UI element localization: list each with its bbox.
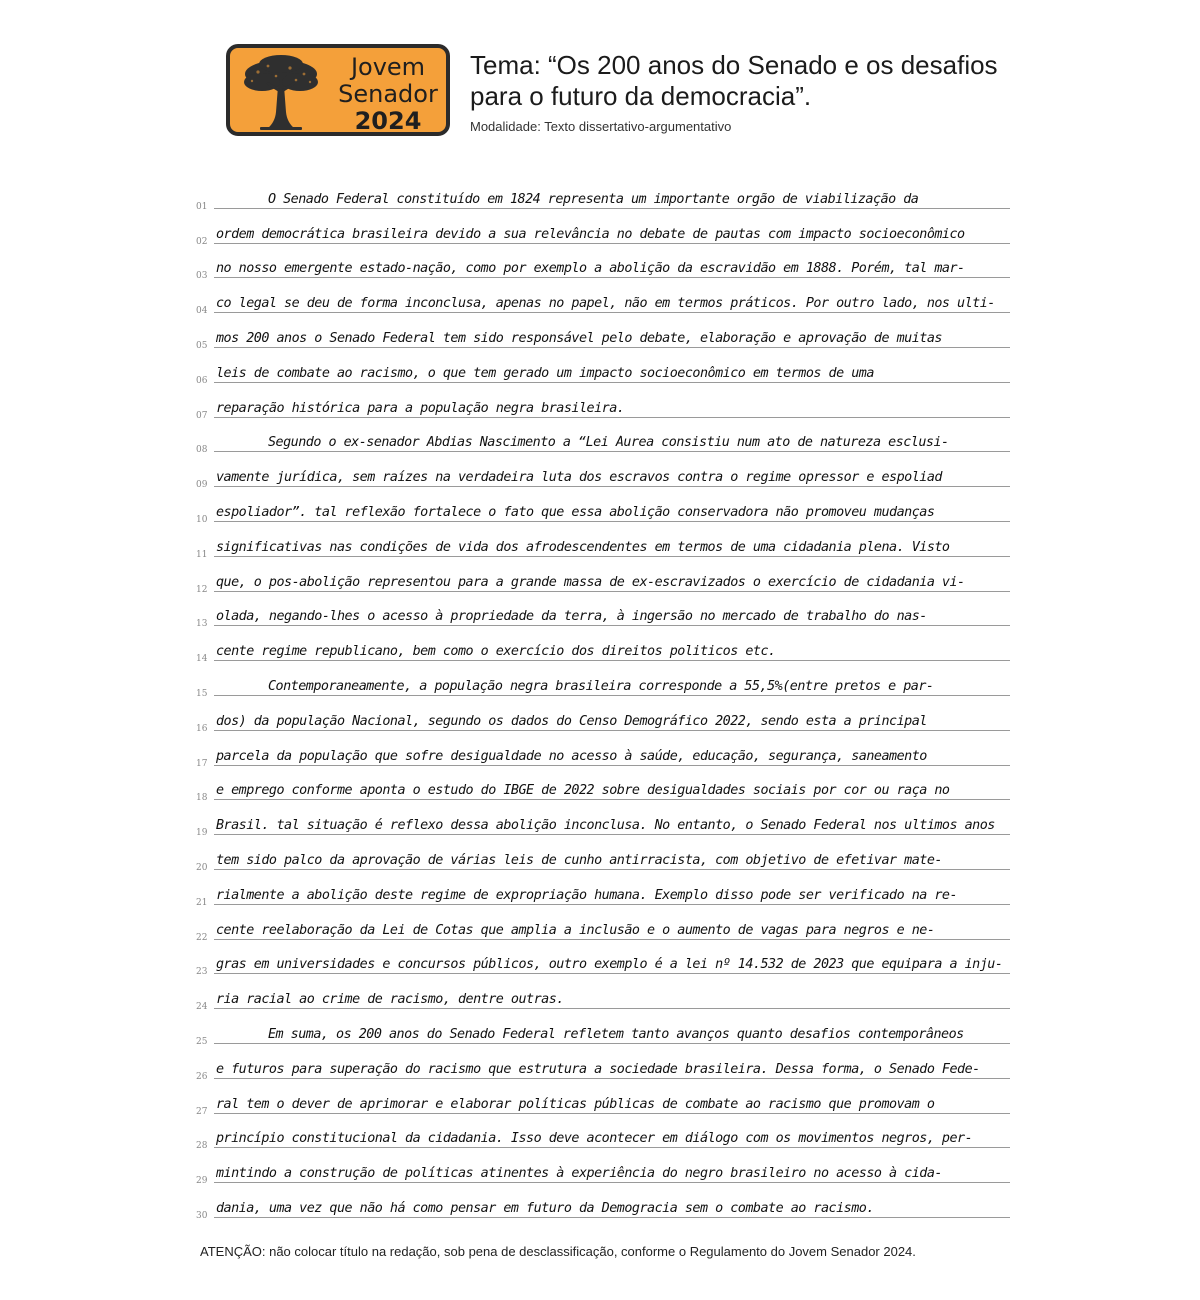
line-rule <box>214 486 1010 487</box>
essay-line <box>196 700 1016 735</box>
essay-line <box>196 178 1016 213</box>
line-rule <box>214 939 1010 940</box>
handwritten-text: cente reelaboração da Lei de Cotas que amplia a inclusão e o aumento de vagas para negros e ne- <box>216 922 935 938</box>
line-number: 05 <box>196 340 208 351</box>
page-header <box>226 44 1026 144</box>
essay-line <box>196 1048 1016 1083</box>
line-number: 08 <box>196 445 208 456</box>
line-rule <box>214 521 1010 522</box>
line-rule <box>214 208 1010 209</box>
line-rule <box>214 904 1010 905</box>
warning-footer: ATENÇÃO: não colocar título na redação, sob pena de desclassificação, conforme o Regulamento do Jovem Senador 2024. <box>200 1244 916 1259</box>
line-number: 21 <box>196 897 208 908</box>
line-number: 03 <box>196 271 208 282</box>
essay-line <box>196 352 1016 387</box>
handwritten-text: dania, uma vez que não há como pensar em futuro da Demogracia sem o combate ao racismo. <box>216 1200 874 1216</box>
line-rule <box>214 695 1010 696</box>
essay-line <box>196 665 1016 700</box>
essay-line <box>196 1118 1016 1153</box>
theme-title: Tema: “Os 200 anos do Senado e os desafios para o futuro da democracia”. <box>470 50 998 111</box>
handwritten-text: parcela da população que sofre desigualdade no acesso à saúde, educação, segurança, saneamento <box>216 748 927 764</box>
handwritten-text: reparação histórica para a população negra brasileira. <box>216 400 625 416</box>
handwritten-text: Brasil. tal situação é reflexo dessa abolição inconclusa. No entanto, o Senado Federal nos ultimos anos <box>216 818 995 834</box>
line-rule <box>214 556 1010 557</box>
essay-line <box>196 248 1016 283</box>
line-rule <box>214 312 1010 313</box>
essay-line <box>196 387 1016 422</box>
line-number: 30 <box>196 1210 208 1221</box>
essay-line <box>196 491 1016 526</box>
line-rule <box>214 277 1010 278</box>
line-rule <box>214 625 1010 626</box>
essay-line <box>196 909 1016 944</box>
handwritten-text: tem sido palco da aprovação de várias leis de cunho antirracista, com objetivo de efetivar mate- <box>216 852 942 868</box>
handwritten-text: mintindo a construção de políticas atinentes à experiência do negro brasileiro no acesso à cida- <box>216 1166 942 1182</box>
essay-line <box>196 456 1016 491</box>
handwritten-text: olada, negando-lhes o acesso à propriedade da terra, à ingersão no mercado de trabalho do nas- <box>216 609 927 625</box>
essay-line <box>196 526 1016 561</box>
line-rule <box>214 382 1010 383</box>
essay-line <box>196 1083 1016 1118</box>
essay-line <box>196 561 1016 596</box>
essay-line <box>196 735 1016 770</box>
handwritten-text: ordem democrática brasileira devido a sua relevância no debate de pautas com impacto socioeconômico <box>216 226 965 242</box>
handwritten-text: Em suma, os 200 anos do Senado Federal refletem tanto avanços quanto desafios contemporâneos <box>268 1026 964 1042</box>
handwritten-text: vamente jurídica, sem raízes na verdadeira luta dos escravos contra o regime opressor e espoliad <box>216 470 942 486</box>
line-number: 02 <box>196 236 208 247</box>
line-number: 28 <box>196 1141 208 1152</box>
line-rule <box>214 417 1010 418</box>
line-rule <box>214 765 1010 766</box>
handwritten-text: O Senado Federal constituído em 1824 representa um importante orgão de viabilização da <box>268 191 919 207</box>
line-rule <box>214 1217 1010 1218</box>
line-rule <box>214 451 1010 452</box>
line-number: 13 <box>196 619 208 630</box>
line-rule <box>214 834 1010 835</box>
logo-text <box>330 54 446 135</box>
line-number: 20 <box>196 862 208 873</box>
essay-line <box>196 317 1016 352</box>
essay-line <box>196 874 1016 909</box>
handwritten-text: Contemporaneamente, a população negra brasileira corresponde a 55,5%(entre pretos e par- <box>268 678 934 694</box>
handwritten-text: mos 200 anos o Senado Federal tem sido responsável pelo debate, elaboração e aprovação de muitas <box>216 330 942 346</box>
handwritten-text: que, o pos-abolição representou para a grande massa de ex-escravizados o exercício de cidadania vi- <box>216 574 965 590</box>
line-number: 04 <box>196 306 208 317</box>
essay-line <box>196 596 1016 631</box>
line-rule <box>214 243 1010 244</box>
line-number: 01 <box>196 201 208 212</box>
essay-line <box>196 282 1016 317</box>
line-rule <box>214 1043 1010 1044</box>
line-rule <box>214 730 1010 731</box>
handwritten-text: ria racial ao crime de racismo, dentre outras. <box>216 992 564 1008</box>
line-number: 18 <box>196 793 208 804</box>
essay-line <box>196 770 1016 805</box>
line-number: 09 <box>196 480 208 491</box>
essay-line <box>196 1152 1016 1187</box>
line-number: 15 <box>196 688 208 699</box>
handwritten-text: Segundo o ex-senador Abdias Nascimento a “Lei Áurea consistiu num ato de natureza esclusi- <box>268 435 949 451</box>
line-number: 22 <box>196 932 208 943</box>
handwritten-text: e futuros para superação do racismo que estrutura a sociedade brasileira. Dessa forma, o Senado Fede- <box>216 1061 980 1077</box>
line-number: 12 <box>196 584 208 595</box>
handwritten-text: leis de combate ao racismo, o que tem gerado um impacto socioeconômico em termos de uma <box>216 365 874 381</box>
line-rule <box>214 973 1010 974</box>
essay-line <box>196 213 1016 248</box>
essay-line <box>196 804 1016 839</box>
line-number: 25 <box>196 1036 208 1047</box>
essay-line <box>196 839 1016 874</box>
handwritten-text: ral tem o dever de aprimorar e elaborar políticas públicas de combate ao racismo que promovam o <box>216 1096 935 1112</box>
line-rule <box>214 660 1010 661</box>
handwritten-text: significativas nas condições de vida dos afrodescendentes em termos de uma cidadania plena. Visto <box>216 539 950 555</box>
handwritten-text: e emprego conforme aponta o estudo do IBGE de 2022 sobre desigualdades sociais por cor ou raça no <box>216 783 950 799</box>
handwritten-text: espoliador”. tal reflexão fortalece o fato que essa abolição conservadora não promoveu mudanças <box>216 504 935 520</box>
handwritten-text: princípio constitucional da cidadania. Isso deve acontecer em diálogo com os movimentos negros, per- <box>216 1131 973 1147</box>
modality-label: Modalidade: Texto dissertativo-argumentativo <box>470 119 732 134</box>
line-number: 27 <box>196 1106 208 1117</box>
line-rule <box>214 799 1010 800</box>
line-number: 11 <box>196 549 208 560</box>
line-number: 10 <box>196 514 208 525</box>
logo-line-2: Senador <box>338 80 438 108</box>
essay-line <box>196 422 1016 457</box>
line-number: 06 <box>196 375 208 386</box>
essay-lines <box>196 178 1016 1222</box>
handwritten-text: no nosso emergente estado-nação, como por exemplo a abolição da escravidão em 1888. Porém, tal mar- <box>216 261 965 277</box>
line-number: 07 <box>196 410 208 421</box>
handwritten-text: gras em universidades e concursos públicos, outro exemplo é a lei nº 14.532 de 2023 que equipara a inju- <box>216 957 1003 973</box>
handwritten-text: dos) da população Nacional, segundo os dados do Censo Demográfico 2022, sendo esta a principal <box>216 713 927 729</box>
line-number: 29 <box>196 1176 208 1187</box>
line-rule <box>214 1182 1010 1183</box>
line-number: 26 <box>196 1071 208 1082</box>
line-rule <box>214 1078 1010 1079</box>
logo-year: 2024 <box>354 107 422 135</box>
line-rule <box>214 1147 1010 1148</box>
tree-icon <box>238 52 324 134</box>
line-number: 19 <box>196 828 208 839</box>
line-rule <box>214 591 1010 592</box>
essay-line <box>196 1187 1016 1222</box>
essay-line <box>196 630 1016 665</box>
essay-line <box>196 944 1016 979</box>
essay-line <box>196 978 1016 1013</box>
line-rule <box>214 347 1010 348</box>
line-number: 16 <box>196 723 208 734</box>
jovem-senador-logo <box>226 44 450 136</box>
line-rule <box>214 1113 1010 1114</box>
line-number: 17 <box>196 758 208 769</box>
logo-line-1: Jovem <box>350 53 426 81</box>
line-rule <box>214 1008 1010 1009</box>
line-number: 24 <box>196 1002 208 1013</box>
handwritten-text: rialmente a abolição deste regime de expropriação humana. Exemplo disso pode ser verificado na re- <box>216 887 958 903</box>
line-number: 23 <box>196 967 208 978</box>
handwritten-text: co legal se deu de forma inconclusa, apenas no papel, não em termos práticos. Por outro lado, nos ulti- <box>216 296 995 312</box>
line-number: 14 <box>196 654 208 665</box>
line-rule <box>214 869 1010 870</box>
essay-line <box>196 1013 1016 1048</box>
handwritten-text: cente regime republicano, bem como o exercício dos direitos politicos etc. <box>216 644 776 660</box>
